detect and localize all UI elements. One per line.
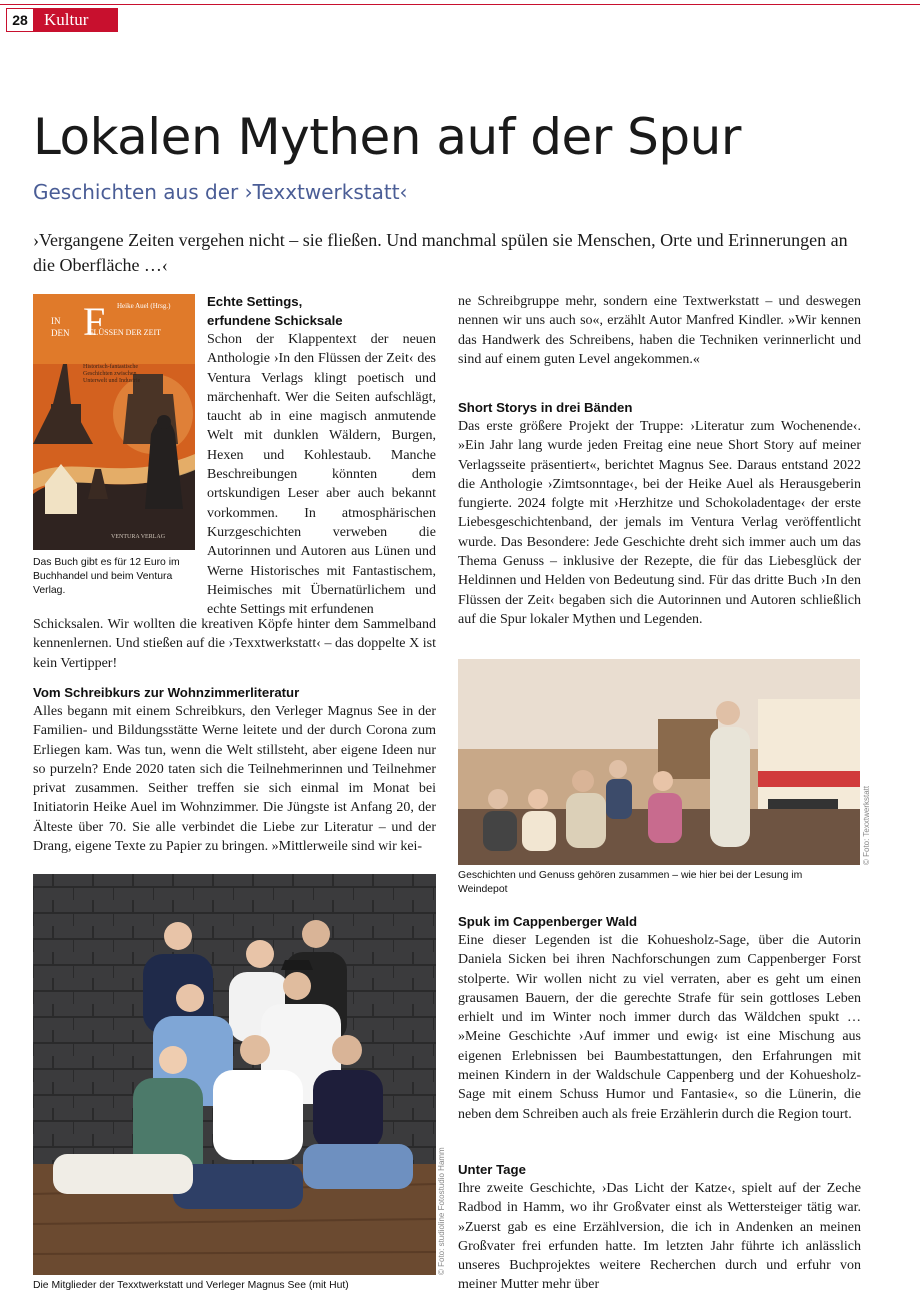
reading-photo-scene [458,659,860,865]
reading-photo [458,659,860,865]
article-title: Lokalen Mythen auf der Spur [33,108,741,166]
book-cover-blurb: Historisch-fantastische Geschichten zwischen Unterwelt und Industrie [83,364,141,384]
col1-para2: Alles begann mit einem Schreibkurs, den Verleger Magnus See in der Familien- und Bildungsstätte Werne leitete und der durch Corona zum Erliegen kam. Was tun, wenn die Welt stillsteht, aber eigene Ideen nur so purzeln? Ende 2020 taten sich die Teilnehmerinnen und Teilnehmer privat zusammen. Seither treffen sie sich einmal im Monat bei Initiatorin Heike Auel im Wohnzimmer. Die Jüngste ist Anfang 20, der Älteste über 70. Sie alle verbindet die Liebe zur Literatur – und der Drang, eigene Texte zu Papier zu bringen. »Mittlerweile sind wir kei- [33,704,436,855]
book-cover-title-line2: FLÜSSEN DER ZEIT [89,328,161,337]
article-lead: ›Vergangene Zeiten vergehen nicht – sie fließen. Und manchmal spülen sie Menschen, Orte und Erinnerungen an die Oberfläche …‹ [33,230,848,275]
book-cover-publisher: VENTURA VERLAG [111,534,166,540]
credit-reading-photo: © Foto: Texxtwerkstatt [862,785,871,865]
group-photo [33,874,436,1275]
article-subtitle: Geschichten aus der ›Texxtwerkstatt‹ [33,180,408,204]
col2-para2: Das erste größere Projekt der Truppe: ›Literatur zum Wochenende‹. »Ein Jahr lang wurde jeden Freitag eine neue Short Story auf meiner Verlagsseite präsentiert«, berichtet Magnus See. Daraus entstand 2022 die Anthologie ›Zimtsonntage‹, bei der Heike Auel als Herausgeberin fungierte. 2024 folgte mit ›Herzhitze und Schokoladentage‹ der erste Liebesgeschichtenband, der jemals im Ventura Verlag veröffentlicht wurde. Das Besondere: Jede Geschichte dreht sich immer auch um das Thema Genuss – inklusive der Rezepte, die für das Liebesglück der Heldinnen und Helden von Bedeutung sind. Für das dritte Buch ›In den Flüssen der Zeit‹ begaben sich die Autorinnen und Autoren schließlich auf die Spur lokaler Mythen und Legenden. [458,419,861,627]
group-photo-scene [33,874,436,1275]
col2-para3: Eine dieser Legenden ist die Kohuesholz-Sage, über die Autorin Daniela Sicken bei ihren Nachforschungen zum Cappenberger Forst stolperte. Wir wollen nicht zu viel verraten, aber es geht um einen grausamen Bauern, der die gerechte Strafe für sein gottloses Leben erhielt und im Winter noch immer durch das Wäldchen spukt … »Meine Geschichte ›Auf immer und ewig‹ ist eine Mischung aus eigenen Erlebnissen bei Baumbestattungen, den Erfahrungen mit meinen Kindern in der Waldschule Cappenberg und der Kohuesholz-Sage mit einem Schuss Humor und Fantasie«, so die Lünerin, die neben dem Schreiben auch als freie Erzählerin durch die Region tourt. [458,933,861,1122]
col2-para4: Ihre zweite Geschichte, ›Das Licht der Katze‹, spielt auf der Zeche Radbod in Hamm, wo ihr Großvater einst als Wettersteiger tätig war. »Zuerst gab es eine Erzählversion, die ich in Andenken an meinen Großvater frei erfunden hatte. Im letzten Jahr führte ich anlässlich unseres Buchprojektes weitere Recherchen durch und erfuhr von meiner Mutter mehr über [458,1181,861,1293]
caption-reading: Geschichten und Genuss gehören zusammen – wie hier bei der Lesung im Weindepot [458,870,803,895]
caption-group: Die Mitglieder der Texxtwerkstatt und Verleger Magnus See (mit Hut) [33,1280,349,1291]
credit-group-photo: © Foto: studioline Fotostudio Hamm [437,1147,446,1275]
col2-para1: ne Schreibgruppe mehr, sondern eine Textwerkstatt – und deswegen nennen wir uns auch so«, erzählt Autor Manfred Kindler. »Wir kennen das Handwerk des Schreibens, haben die Techniken verinnerlicht und sind auf einem guten Level angekommen.« [458,294,861,367]
book-cover-title-line1-pre: IN [51,316,61,326]
heading-short-storys: Short Storys in drei Bänden [458,400,633,415]
book-cover-title-initial: F [83,299,106,344]
page-number: 28 [6,8,34,32]
heading-echte-settings-line1: Echte Settings, [207,294,303,309]
book-cover-title-line1-post: DEN [51,328,70,338]
col1-para1-narrow: Schon der Klappentext der neuen Anthologie ›In den Flüssen der Zeit‹ des Ventura Verlags klingt poetisch und märchenhaft. Wer die Seiten aufschlägt, taucht ab in eine magisch anmutende Welt mit dunklen Wäldern, Burgen, Hexen und Kohlestaub. Manche Beschreibungen könnten dem ortskundigen Leser aber auch bekannt vorkommen. In atmosphärischen Kurzgeschichten verweben die Autorinnen und Autoren aus Lünen und Werne Historisches mit Fantastischem, Heimisches mit Übernatürlichem und echte Settings mit erfundenen [207,332,436,618]
col1-para1-wide: Schicksalen. Wir wollten die kreativen Köpfe hinter dem Sammelband kennenlernen. Und stießen auf die ›Texxtwerkstatt‹ – das doppelte X ist kein Vertipper! [33,617,436,671]
heading-echte-settings-line2: erfundene Schicksale [207,313,343,328]
heading-unter-tage: Unter Tage [458,1162,526,1177]
heading-vom-schreibkurs: Vom Schreibkurs zur Wohnzimmerliteratur [33,685,300,700]
section-label: Kultur [34,8,118,32]
header-rule [0,4,920,5]
caption-book: Das Buch gibt es für 12 Euro im Buchhandel und beim Ventura Verlag. [33,557,180,596]
book-cover-editor: Heike Auel (Hrsg.) [117,302,171,310]
heading-spuk: Spuk im Cappenberger Wald [458,914,638,929]
book-cover-image [33,294,195,550]
